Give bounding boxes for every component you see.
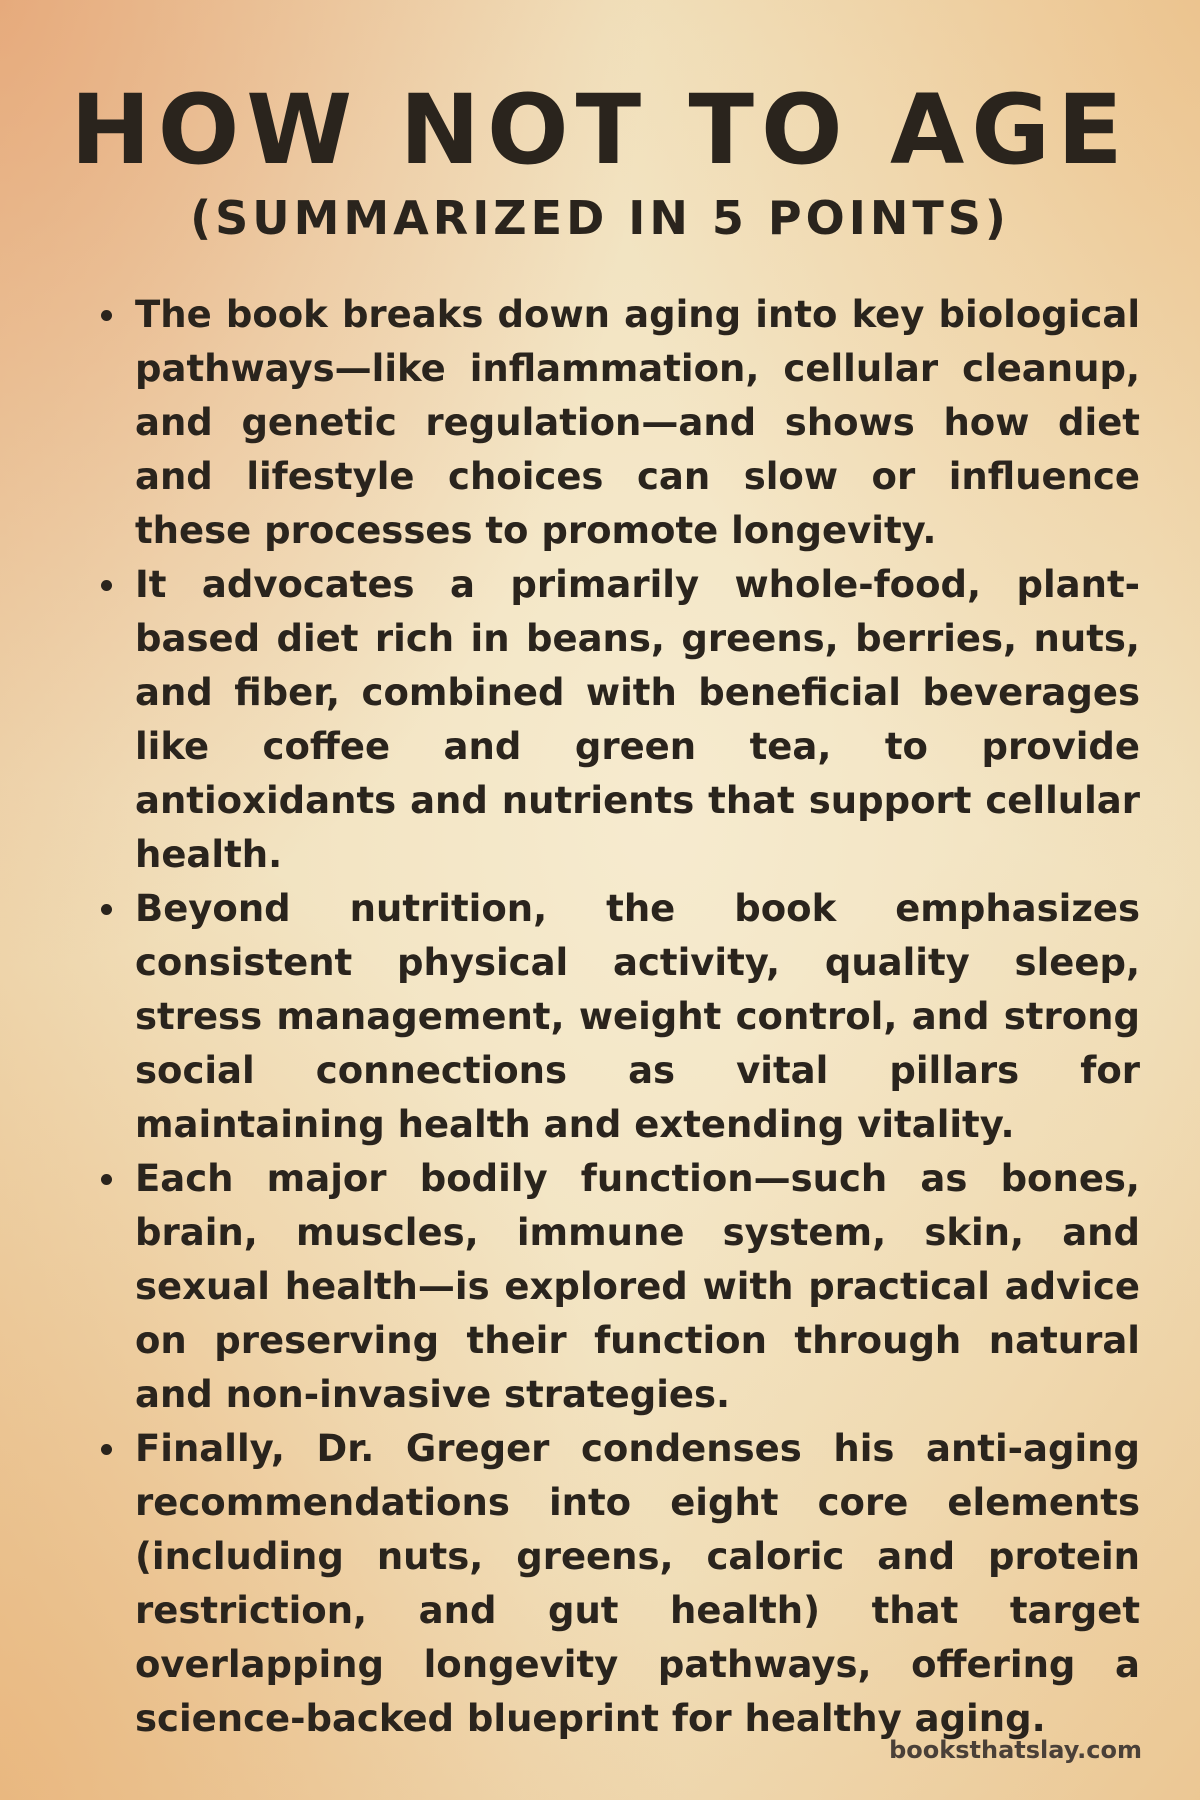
bullet-icon — [101, 1444, 112, 1455]
summary-point-text: Each major bodily function—such as bones, brain, muscles, immune system, skin, and sexual health—is explored with practical advice on preserving their function through natural and non-invasive strategies. — [135, 1157, 1140, 1416]
summary-point — [95, 882, 1140, 1152]
site-credit: booksthatslay.com — [889, 1736, 1142, 1764]
summary-point — [95, 558, 1140, 882]
page-title: HOW NOT TO AGE — [70, 74, 1130, 186]
page-subtitle: (SUMMARIZED IN 5 POINTS) — [190, 191, 1010, 245]
summary-point-text: The book breaks down aging into key biological pathways—like inflammation, cellular cleanup, and genetic regulation—and shows how diet and lifestyle choices can slow or influence these processes to promote longevity. — [135, 293, 1140, 552]
summary-point-text: Beyond nutrition, the book emphasizes consistent physical activity, quality sleep, stress management, weight control, and strong social connections as vital pillars for maintaining health and extending vitality. — [135, 887, 1140, 1146]
bullet-icon — [101, 580, 112, 591]
summary-point — [95, 1152, 1140, 1422]
summary-point-text: It advocates a primarily whole-food, plant-based diet rich in beans, greens, berries, nuts, and fiber, combined with beneficial beverages like coffee and green tea, to provide antioxidants and nutrients that support cellular health. — [135, 563, 1140, 876]
bullet-icon — [101, 310, 112, 321]
summary-points-list — [95, 288, 1140, 1746]
bullet-icon — [101, 1174, 112, 1185]
bullet-icon — [101, 904, 112, 915]
summary-point — [95, 1422, 1140, 1746]
summary-point — [95, 288, 1140, 558]
summary-point-text: Finally, Dr. Greger condenses his anti-aging recommendations into eight core elements (including nuts, greens, caloric and protein restriction, and gut health) that target overlapping longevity pathways, offering a science-backed blueprint for healthy aging. — [135, 1427, 1140, 1740]
